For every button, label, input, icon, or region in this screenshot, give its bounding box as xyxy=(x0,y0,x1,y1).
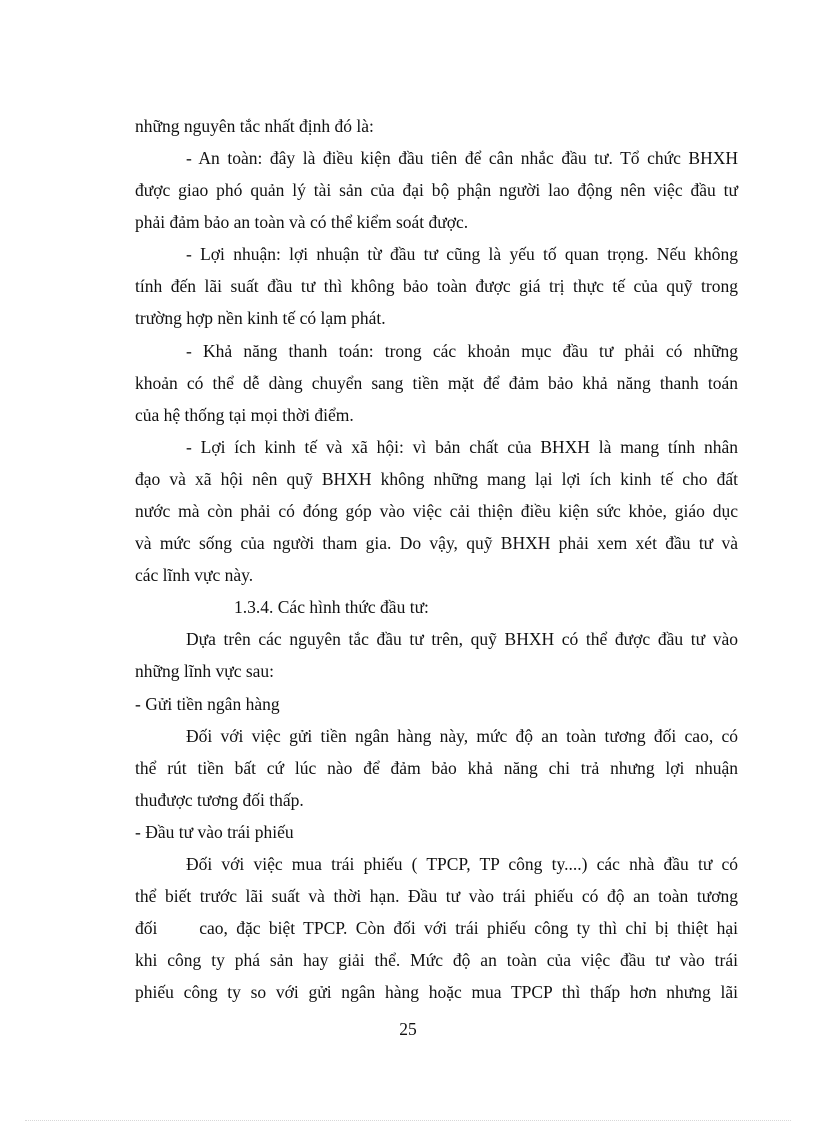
text-line: trường hợp nền kinh tế có lạm phát. xyxy=(135,308,386,328)
text-line: thể rút tiền bất cứ lúc nào để đảm bảo khả năng chi trả nhưng lợi nhuận xyxy=(135,758,738,778)
text-line: của hệ thống tại mọi thời điểm. xyxy=(135,405,354,425)
text-line: phải đảm bảo an toàn và có thể kiểm soát được. xyxy=(135,212,469,232)
text-line: - Lợi ích kinh tế và xã hội: vì bản chất của BHXH là mang tính nhân xyxy=(186,437,738,457)
text-line: những lĩnh vực sau: xyxy=(135,661,275,681)
text-line: khoản có thể dễ dàng chuyển sang tiền mặt để đảm bảo khả năng thanh toán xyxy=(135,373,738,393)
text-line: Đối với việc gửi tiền ngân hàng này, mức độ an toàn tương đối cao, có xyxy=(186,726,738,746)
text-line: đối cao, đặc biệt TPCP. Còn đối với trái phiếu công ty thì chỉ bị thiệt hại xyxy=(135,918,738,938)
section-heading: 1.3.4. Các hình thức đầu tư: xyxy=(234,597,429,617)
text-line: được giao phó quản lý tài sản của đại bộ phận người lao động nên việc đầu tư xyxy=(135,180,738,200)
text-line: phiếu công ty so với gửi ngân hàng hoặc mua TPCP thì thấp hơn nhưng lãi xyxy=(135,982,738,1002)
text-line: tính đến lãi suất đầu tư thì không bảo toàn được giá trị thực tế của quỹ trong xyxy=(135,276,738,296)
text-line: Đối với việc mua trái phiếu ( TPCP, TP công ty....) các nhà đầu tư có xyxy=(186,854,738,874)
text-line: - Đầu tư vào trái phiếu xyxy=(135,822,294,842)
text-line: - Khả năng thanh toán: trong các khoản mục đầu tư phải có những xyxy=(186,341,738,361)
text-line: - Gửi tiền ngân hàng xyxy=(135,694,280,714)
text-line: - An toàn: đây là điều kiện đầu tiên để cân nhắc đầu tư. Tổ chức BHXH xyxy=(186,148,738,168)
text-line: những nguyên tắc nhất định đó là: xyxy=(135,116,374,136)
text-line: và mức sống của người tham gia. Do vậy, quỹ BHXH phải xem xét đầu tư và xyxy=(135,533,738,553)
text-line: các lĩnh vực này. xyxy=(135,565,254,585)
text-line: thuđược tương đối thấp. xyxy=(135,790,304,810)
page-number: 25 xyxy=(399,1019,417,1039)
text-line: khi công ty phá sản hay giải thể. Mức độ an toàn của việc đầu tư vào trái xyxy=(135,950,738,970)
text-line: - Lợi nhuận: lợi nhuận từ đầu tư cũng là yếu tố quan trọng. Nếu không xyxy=(186,244,738,264)
text-line: đạo và xã hội nên quỹ BHXH không những mang lại lợi ích kinh tế cho đất xyxy=(135,469,738,489)
text-line: thể biết trước lãi suất và thời hạn. Đầu tư vào trái phiếu có độ an toàn tương xyxy=(135,886,738,906)
text-line: Dựa trên các nguyên tắc đầu tư trên, quỹ BHXH có thể được đầu tư vào xyxy=(186,629,738,649)
footer-divider xyxy=(25,1120,791,1121)
text-line: nước mà còn phải có đóng góp vào việc cải thiện điều kiện sức khỏe, giáo dục xyxy=(135,501,738,521)
